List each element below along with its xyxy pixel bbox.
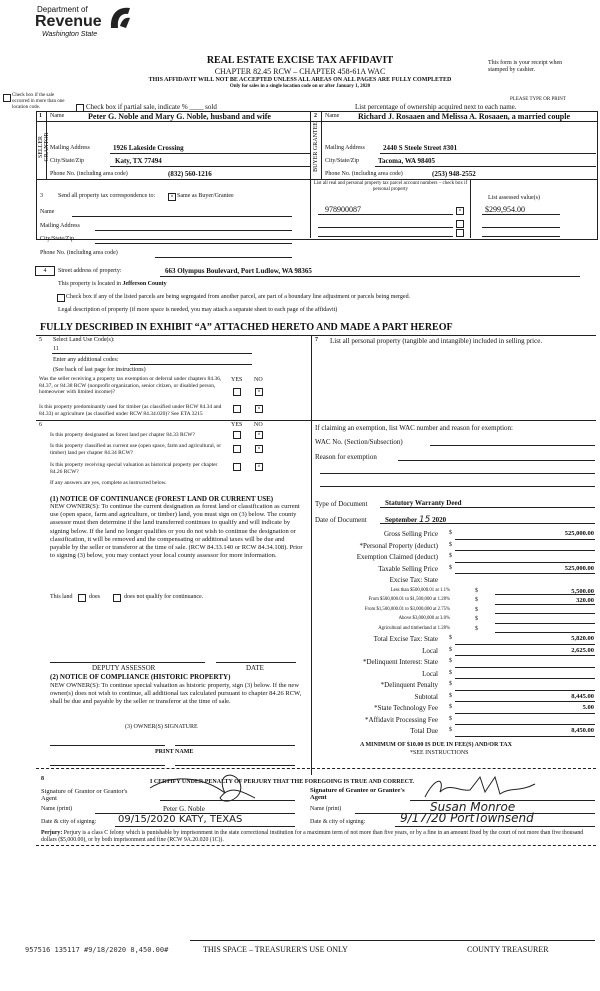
print-name-label: PRINT NAME [155,749,194,755]
buyer-address[interactable]: 2440 S Steele Street #301 [383,144,458,152]
section-number: 8 [41,776,44,782]
tax-row-label: Taxable Selling Price [378,564,438,573]
county: Jefferson County [122,281,167,287]
tax-row-label: Above $3,000,000 at 3.0% [398,616,450,621]
assessed-value[interactable]: $299,954.00 [485,205,525,214]
dollar-sign: $ [449,658,452,664]
only-for-note: Only for sales in a single location code on or after January 1, 2020 [229,84,371,89]
grantee-date-city-label: Date & city of signing: [310,819,366,825]
notice-compliance-title: (2) NOTICE OF COMPLIANCE (HISTORIC PROPERTY) [50,673,231,681]
tax-row-label: Excise Tax: State [389,576,438,584]
same-as-buyer-checkbox[interactable]: × [168,193,176,201]
q-yes-checkbox[interactable] [233,431,241,439]
exemption-label: If claiming an exemption, list WAC number and reason for exemption: [315,424,513,432]
seller-address-label: Mailing Address [50,145,90,151]
form-title: REAL ESTATE EXCISE TAX AFFIDAVIT [206,55,394,66]
tax-row-value[interactable]: 5.00 [582,704,594,711]
yes-header: YES [231,377,243,383]
county-treasurer-label: COUNTY TREASURER [467,945,549,954]
section-number: 6 [39,422,42,428]
doc-date-month[interactable]: September [385,516,418,524]
notice-continuance-title: (1) NOTICE OF CONTINUANCE (FOREST LAND OR CURRENT USE) [50,495,274,503]
tax-row-label: Agricultural and timberland at 1.28% [378,625,450,631]
treasurer-use-label: THIS SPACE – TREASURER'S USE ONLY [203,945,348,954]
multi-location-checkbox[interactable] [3,94,11,102]
receipt-note: This form is your receipt when stamped by cashier. [488,60,563,73]
owner-signature-label: (3) OWNER(S) SIGNATURE [125,724,198,730]
does-not-label: does not qualify for continuance. [124,594,204,600]
receipt-stamp: 957516 135117 #9/18/2020 8,450.00# [25,946,169,954]
notice-continuance-body: NEW OWNER(S): To continue the current designation as forest land or classification as current use (open space, farm and agriculture, or timber) land, you must sign on (3) below. The county assessor must then determine if the land transferred continues to qualify and will indicate by signing below. If the land no longer qualifies or you do not wish to continue the designation or classification, it will be removed and the compensating or additional taxes will be due and payable by the seller or transferor at the time of sale. (RCW 84.33.140 or RCW 84.34.108). Prior to signing (3) below, you may contact your local county assessor for more information. [50,503,303,560]
seller-side-label: SELLER GRANTOR [38,132,50,162]
q-yes-checkbox[interactable] [233,445,241,453]
personal-property-checkbox[interactable] [456,229,464,237]
amount-line [455,550,595,551]
dollar-sign: $ [475,597,478,603]
tax-row-label: Less than $500,000.01 at 1.1% [390,587,450,593]
segregated-checkbox[interactable] [57,294,65,302]
dollar-sign: $ [449,704,452,710]
located-label: This property is located in [58,281,121,287]
does-not-checkbox[interactable] [113,594,121,602]
wac-label: WAC No. (Section/Subsection) [315,438,403,446]
dollar-sign: $ [449,715,452,722]
historic-question: Is this property receiving special valuation as historical property per chapter 84.26 RCW? [50,462,218,475]
land-use-label: Select Land Use Code(s): [53,337,115,343]
tax-row-label: *Delinquent Interest: State [362,658,438,666]
amount-line [455,701,595,702]
form-warning: THIS AFFIDAVIT WILL NOT BE ACCEPTED UNLESS ALL AREAS ON ALL PAGES ARE FULLY COMPLETED [148,77,452,83]
grantee-signature-label: Signature of Grantee or Grantee's Agent [310,787,405,801]
amount-line [455,562,595,563]
amount-line [455,667,595,668]
q-no-checkbox[interactable]: × [255,463,263,471]
ownership-note: List percentage of ownership acquired next to each name. [355,103,517,111]
tax-row-value[interactable]: 320.00 [576,597,594,604]
grantor-name[interactable]: Peter G. Noble [163,805,205,813]
grantor-signature[interactable] [145,768,265,808]
buyer-city-label: City/State/Zip [325,158,359,164]
perjury-label: Perjury: [41,830,63,836]
grantor-signature-label: Signature of Grantor or Grantor's Agent [41,788,128,802]
corr-address-label: Mailing Address [40,223,80,229]
buyer-phone-label: Phone No. (including area code) [325,171,403,177]
buyer-address-label: Mailing Address [325,145,365,151]
segregated-label: Check box if any of the listed parcels are being segregated from another parcel, are part of a boundary line adjustment or parcels being merged. [66,294,411,300]
dollar-sign: $ [475,616,478,622]
grantor-date-city-label: Date & city of signing: [41,819,97,825]
additional-codes-label: Enter any additional codes: [53,357,119,363]
seller-address[interactable]: 1926 Lakeside Crossing [113,144,184,152]
tax-row-label: Local [422,669,438,678]
logo-line1: Department of [37,5,88,14]
amount-line [455,644,595,645]
q-no-checkbox[interactable]: × [255,405,263,413]
logo-emblem-icon [108,4,132,30]
dollar-sign: $ [475,587,478,594]
amount-line [455,539,595,540]
tax-row-value[interactable]: 2,625.00 [571,646,594,654]
amount-line [455,678,595,679]
doc-type-label: Type of Document [315,500,368,508]
section-number: 4 [35,266,55,276]
dollar-sign: $ [449,646,452,653]
partial-sale-label: Check box if partial sale, indicate % ____ sold [86,103,217,111]
divider [36,179,597,180]
q-yes-checkbox[interactable] [233,388,241,396]
tax-row-value[interactable]: 8,450.00 [571,727,594,734]
legal-description-label: Legal description of property (if more space is needed, you may attach a separate sheet to each page of the affidavit) [58,307,338,313]
dollar-sign: $ [449,541,452,548]
see-instructions-note: *SEE INSTRUCTIONS [410,750,469,756]
perjury-text: Perjury is a class C felony which is punishable by imprisonment in the state correctional institution for a maximum term of not more than five years, or by a fine in an amount fixed by the court of not more than five thousand dollars ($5,000.00), or by both imprisonment and fine (RCW 9A.20.020 (1C)). [41,830,584,843]
land-use-code[interactable]: 11 [53,346,59,352]
exemption-question: Was the seller receiving a property tax exemption or deferral under chapters 84.36, 84.37, or 84.38 RCW (nonprofit organization, senior citizen, or disabled person, homeowner with limited income)? [39,376,222,395]
see-back-note: (See back of last page for instructions) [53,367,146,373]
no-header: NO [254,377,263,383]
grantee-name-handwritten[interactable]: Susan Monroe [430,800,516,814]
seller-phone[interactable]: (832) 560-1216 [168,170,212,178]
grantee-name-label: Name (print) [310,806,342,812]
dollar-sign: $ [449,681,452,687]
tax-row-value[interactable]: 5,500.00 [571,587,594,595]
tax-row-label: From $500,000.01 to $1,500,000 at 1.28% [368,597,450,602]
grantor-date-city[interactable]: 09/15/2020 KATY, TEXAS [118,814,243,825]
q-no-checkbox[interactable]: × [255,445,263,453]
dollar-sign: $ [475,606,478,613]
buyer-phone[interactable]: (253) 948-2552 [432,170,476,178]
deputy-assessor-label: DEPUTY ASSESSOR [92,664,156,672]
personal-property-label: List all personal property (tangible and intangible) included in selling price. [330,337,543,345]
tax-row-label: Local [422,646,438,655]
buyer-name[interactable]: Richard J. Rosaaen and Melissa A. Rosaaen, a married couple [358,112,570,121]
section-number: 1 [39,113,42,119]
type-print-note: PLEASE TYPE OR PRINT [510,97,566,102]
amount-line [495,613,595,614]
dollar-sign: $ [449,692,452,699]
minimum-due-note: A MINIMUM OF $10.00 IS DUE IN FEE(S) AND/OR TAX [360,742,512,748]
parcel-header: List all real and personal property tax parcel account numbers – check box if personal property [313,181,468,192]
buyer-city[interactable]: Tacoma, WA 98405 [378,157,435,165]
does-label: does [89,594,100,600]
tax-row-label: *State Technology Fee [374,704,438,712]
parcel-number[interactable]: 978900087 [325,205,361,214]
logo-line3: Washington State [42,31,98,38]
correspondence-label: Send all property tax correspondence to: [58,193,156,199]
tax-row-value[interactable]: 525,000.00 [564,564,594,572]
street-address-label: Street address of property: [58,268,122,274]
corr-city-label: City/State/Zip [40,236,74,242]
buyer-name-label: Name [325,113,340,119]
date-label: DATE [246,664,264,672]
amount-line [455,724,595,725]
exhibit-statement: FULLY DESCRIBED IN EXHIBIT “A” ATTACHED HERETO AND MADE A PART HEREOF [40,322,453,333]
current-use-question: Is this property classified as current use (open space, farm and agricultural, or timber) land per chapter 84.34 RCW? [50,443,222,456]
tax-row-value[interactable]: 5,820.00 [571,635,594,642]
amount-line [495,623,595,624]
doc-date-label: Date of Document [315,516,367,524]
doc-type[interactable]: Statutory Warranty Deed [385,499,462,507]
amount-line [495,632,595,633]
tax-row-value[interactable]: 8,445.00 [571,692,594,700]
dollar-sign: $ [449,564,452,571]
notice-compliance-body: NEW OWNER(S): To continue special valuation as historic property, sign (3) below. If the new owner(s) does not wish to continue, all additional tax calculated pursuant to chapter 84.26 RCW, shall be due and payable by the seller or transferor at the time of sale. [50,682,302,706]
seller-phone-label: Phone No. (including area code) [50,171,128,177]
dollar-sign: $ [449,669,452,676]
tax-row-label: Subtotal [414,692,438,701]
buyer-side-label: BUYER GRANTEE [313,122,319,172]
yes-header: YES [231,422,243,428]
this-land-label: This land [50,594,73,600]
section-number: 7 [315,337,318,343]
q-yes-checkbox[interactable] [233,405,241,413]
tax-row-value[interactable]: 525,000.00 [564,530,594,537]
certify-statement: I CERTIFY UNDER PENALTY OF PERJURY THAT THE FOREGOING IS TRUE AND CORRECT. [150,779,415,785]
tax-row-label: Exemption Claimed (deduct) [356,553,438,561]
tax-row-label: From $1,500,000.01 to $3,000,000 at 2.75% [364,606,450,612]
dollar-sign: $ [449,530,452,536]
seller-name-label: Name [50,113,65,119]
grantee-signature[interactable] [420,772,550,802]
tax-row-label: Total Excise Tax: State [373,635,438,643]
q-no-checkbox[interactable]: × [255,388,263,396]
seller-city[interactable]: Katy, TX 77494 [115,157,162,165]
tax-row-label: *Affidavit Processing Fee [365,715,438,724]
seller-city-label: City/State/Zip [50,158,84,164]
doc-date-day-handwritten[interactable]: 15 [418,515,431,525]
grantor-name-label: Name (print) [41,806,73,812]
reason-label: Reason for exemption [315,453,377,461]
grantee-date-city[interactable]: 9/17/20 PortTownsend [400,811,534,825]
q-yes-checkbox[interactable] [233,463,241,471]
dollar-sign: $ [449,553,452,559]
divider [310,111,311,238]
assessed-value-header: List assessed value(s) [488,195,540,201]
no-header: NO [254,422,263,428]
personal-property-checkbox[interactable] [456,220,464,228]
form-chapter: CHAPTER 82.45 RCW – CHAPTER 458-61A WAC [214,67,386,76]
dollar-sign: $ [449,727,452,733]
tax-row-label: *Delinquent Penalty [380,681,438,689]
logo-line2: Revenue [35,13,102,30]
tax-row-label: *Personal Property (deduct) [359,541,438,550]
seller-name[interactable]: Peter G. Noble and Mary G. Noble, husband and wife [88,112,271,121]
tax-row-label: Total Due [410,727,438,735]
tax-row-label: Gross Selling Price [383,530,438,538]
does-checkbox[interactable] [78,594,86,602]
amount-line [455,655,595,656]
section-number: 3 [40,193,43,199]
forest-question: Is this property designated as forest land per chapter 84.33 RCW? [50,432,195,438]
property-address[interactable]: 663 Olympus Boulevard, Port Ludlow, WA 98365 [165,267,312,275]
corr-name-label: Name [40,209,55,215]
amount-line [455,736,595,737]
timber-question: Is this property predominantly used for timber (as classified under RCW 84.34 and 84.33) or agriculture (as classified under RCW 84.34.020)? See ETA 3215 [39,404,222,417]
dollar-sign: $ [475,625,478,632]
same-as-buyer-label: Same as Buyer/Grantee [177,193,234,199]
personal-property-checkbox[interactable]: × [456,207,464,215]
amount-line [455,573,595,574]
section-number: 5 [39,337,42,343]
q-no-checkbox[interactable]: × [255,431,263,439]
amount-line [455,690,595,691]
section-number: 2 [314,113,317,119]
corr-phone-label: Phone No. (including area code) [40,250,118,256]
amount-line [455,713,595,714]
multi-location-label: Check box if the sale occurred in more than one location code. [12,93,65,110]
doc-date-year[interactable]: 2020 [432,516,447,524]
dollar-sign: $ [449,635,452,641]
if-yes-note: If any answers are yes, complete as instructed below. [50,480,167,486]
